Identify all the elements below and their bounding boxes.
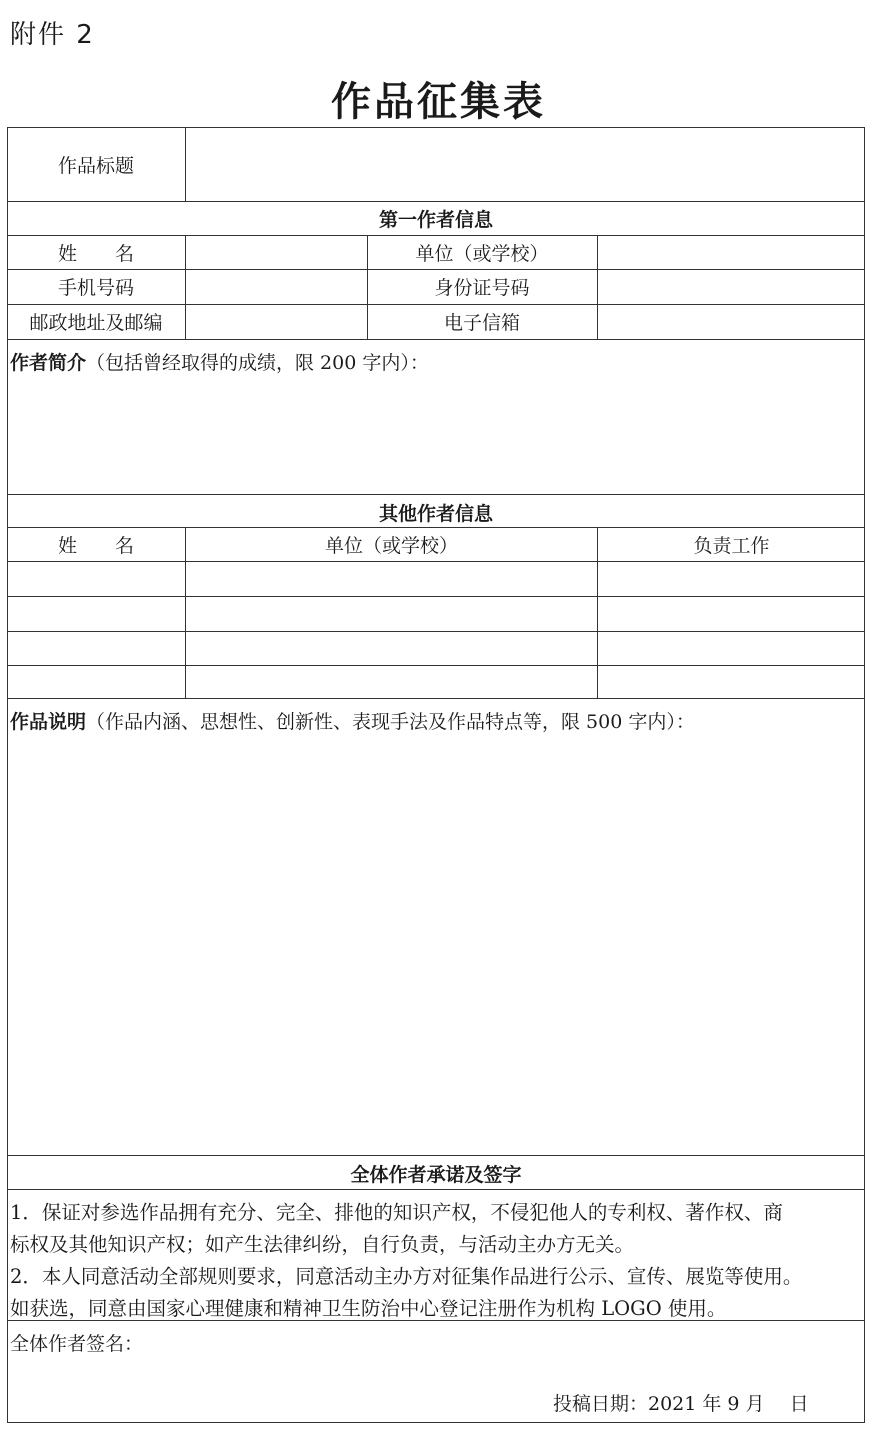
other-author-name-field[interactable]	[8, 597, 184, 630]
author-bio-hint: （包括曾经取得的成绩，限 200 字内）：	[86, 352, 429, 374]
phone-label: 手机号码	[57, 277, 134, 299]
author-bio-field[interactable]	[8, 376, 864, 492]
pledge-line: 如获选，同意由国家心理健康和精神卫生防治中心登记注册作为机构 LOGO 使用。	[10, 1297, 727, 1320]
attachment-label: 附件 2	[10, 20, 95, 50]
other-author-duty-field[interactable]	[598, 597, 864, 630]
work-title-label: 作品标题	[57, 154, 134, 177]
email-field[interactable]	[598, 305, 864, 338]
signature-field[interactable]	[160, 1325, 860, 1380]
address-label: 邮政地址及邮编	[29, 312, 163, 334]
unit-label: 单位（或学校）	[415, 242, 549, 265]
first-author-section-title: 第一作者信息	[378, 209, 493, 231]
pledge-line: 2．本人同意活动全部规则要求，同意活动主办方对征集作品进行公示、宣传、展览等使用。	[10, 1265, 803, 1288]
other-author-unit-field[interactable]	[186, 632, 596, 664]
other-author-unit-field[interactable]	[186, 666, 596, 697]
work-description-title: 作品说明	[10, 711, 87, 733]
row-divider	[7, 339, 865, 340]
email-label: 电子信箱	[443, 312, 520, 334]
work-title-field[interactable]	[186, 128, 864, 200]
other-author-unit-field[interactable]	[186, 597, 596, 630]
author-bio-label	[10, 348, 429, 375]
row-divider	[7, 201, 865, 202]
work-description-label	[10, 707, 695, 734]
other-name-header: 姓 名	[57, 534, 134, 557]
pledge-line: 标权及其他知识产权；如产生法律纠纷，自行负责，与活动主办方无关。	[10, 1233, 635, 1256]
id-number-label: 身份证号码	[434, 277, 530, 299]
unit-field[interactable]	[598, 236, 864, 268]
other-author-name-field[interactable]	[8, 632, 184, 664]
other-unit-header: 单位（或学校）	[324, 534, 458, 557]
pledge-line: 1．保证对参选作品拥有充分、完全、排他的知识产权，不侵犯他人的专利权、著作权、商	[10, 1201, 783, 1224]
name-label: 姓 名	[57, 242, 134, 265]
row-divider	[7, 494, 865, 495]
form-title: 作品征集表	[331, 79, 546, 125]
work-description-field[interactable]	[8, 735, 864, 1153]
pledge-section-title: 全体作者承诺及签字	[350, 1164, 522, 1186]
other-author-duty-field[interactable]	[598, 632, 864, 664]
row-divider	[7, 1155, 865, 1156]
other-author-duty-field[interactable]	[598, 562, 864, 595]
submission-date: 投稿日期：2021 年 9 月 日	[553, 1393, 809, 1415]
name-field[interactable]	[186, 236, 366, 268]
id-number-field[interactable]	[598, 270, 864, 303]
other-authors-section-title: 其他作者信息	[378, 503, 493, 525]
other-duty-header: 负责工作	[693, 534, 770, 557]
other-author-name-field[interactable]	[8, 562, 184, 595]
row-divider	[7, 698, 865, 699]
row-divider	[7, 1189, 865, 1190]
author-bio-title: 作者简介	[10, 352, 87, 374]
work-description-hint: （作品内涵、思想性、创新性、表现手法及作品特点等，限 500 字内）：	[86, 711, 695, 733]
other-author-unit-field[interactable]	[186, 562, 596, 595]
phone-field[interactable]	[186, 270, 366, 303]
other-author-duty-field[interactable]	[598, 666, 864, 697]
address-field[interactable]	[186, 305, 366, 338]
signature-label: 全体作者签名：	[10, 1333, 144, 1355]
other-author-name-field[interactable]	[8, 666, 184, 697]
